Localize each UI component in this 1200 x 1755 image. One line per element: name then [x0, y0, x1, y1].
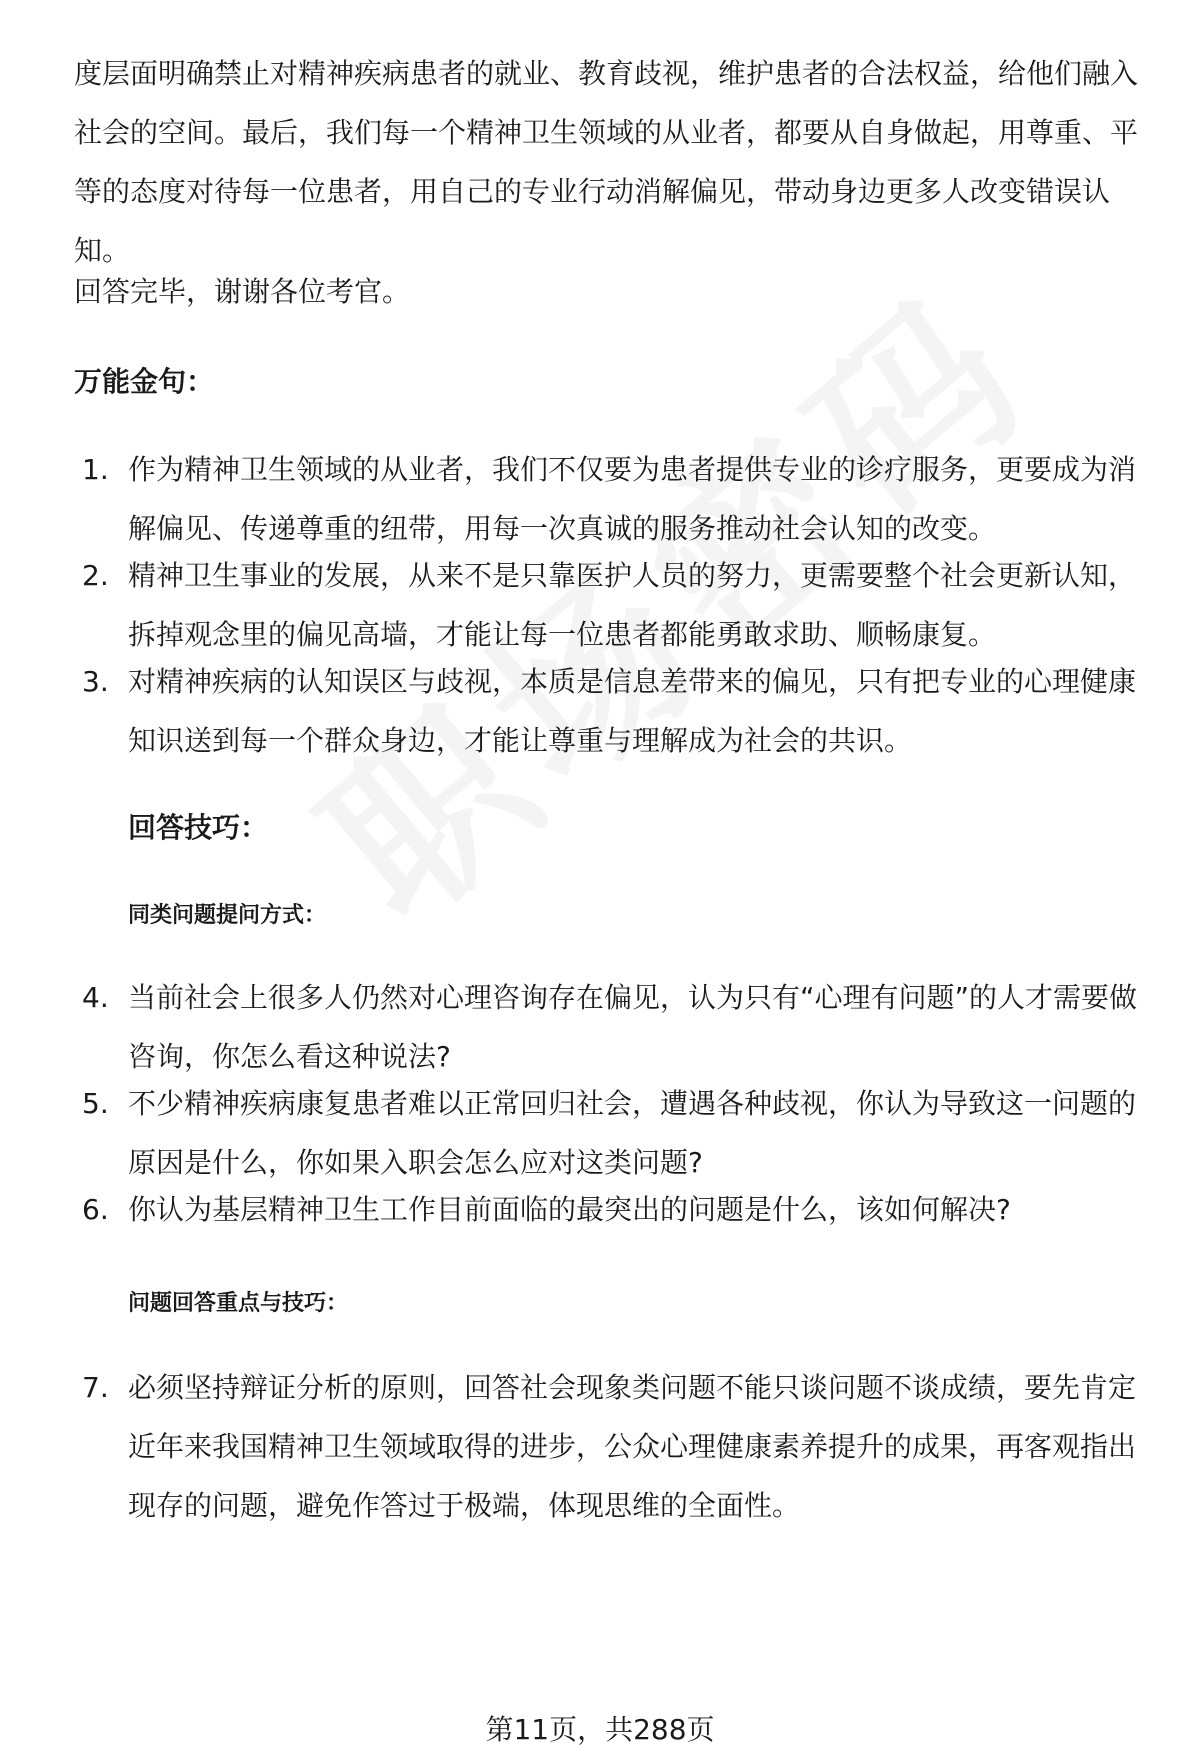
list-item-number: 1. [82, 453, 109, 486]
list-item [82, 1358, 1162, 1535]
list-item-text: 作为精神卫生领域的从业者，我们不仅要为患者提供专业的诊疗服务，更要成为消解偏见、传递尊重的纽带，用每一次真诚的服务推动社会认知的改变。 [128, 453, 1137, 545]
list-item-number: 5. [82, 1087, 109, 1120]
tips-heading: 回答技巧： [128, 811, 269, 844]
list-item-number: 2. [82, 559, 109, 592]
list-item-text: 当前社会上很多人仍然对心理咨询存在偏见，认为只有“心理有问题”的人才需要做咨询，你怎么看这种说法? [128, 981, 1138, 1073]
list-item [82, 1074, 1162, 1192]
list-item [82, 1180, 1162, 1239]
list-item [82, 652, 1162, 770]
similar-questions-heading: 同类问题提问方式： [128, 903, 327, 928]
golden-sentences-heading: 万能金句： [74, 365, 215, 398]
list-item-number: 4. [82, 981, 109, 1014]
list-item-text: 你认为基层精神卫生工作目前面临的最突出的问题是什么，该如何解决? [128, 1193, 1011, 1226]
list-item [82, 546, 1162, 664]
intro-paragraph: 度层面明确禁止对精神疾病患者的就业、教育歧视，维护患者的合法权益，给他们融入社会的空间。最后，我们每一个精神卫生领域的从业者，都要从自身做起，用尊重、平等的态度对待每一位患者，用自己的专业行动消解偏见，带动身边更多人改变错误认知。 [74, 57, 1139, 267]
closing-line: 回答完毕，谢谢各位考官。 [74, 275, 411, 308]
list-item-text: 精神卫生事业的发展，从来不是只靠医护人员的努力，更需要整个社会更新认知，拆掉观念里的偏见高墙，才能让每一位患者都能勇敢求助、顺畅康复。 [128, 559, 1137, 651]
list-item-text: 不少精神疾病康复患者难以正常回归社会，遭遇各种歧视，你认为导致这一问题的原因是什么，你如果入职会怎么应对这类问题? [128, 1087, 1137, 1179]
page-footer: 第11页，共288页 [485, 1713, 715, 1746]
list-item [82, 968, 1162, 1086]
list-item-number: 7. [82, 1371, 109, 1404]
list-item-number: 6. [82, 1193, 109, 1226]
list-item-text: 必须坚持辩证分析的原则，回答社会现象类问题不能只谈问题不谈成绩，要先肯定近年来我国精神卫生领域取得的进步，公众心理健康素养提升的成果，再客观指出现存的问题，避免作答过于极端，体现思维的全面性。 [128, 1371, 1137, 1522]
key-points-heading: 问题回答重点与技巧： [128, 1291, 349, 1316]
list-item [82, 440, 1162, 558]
list-item-number: 3. [82, 665, 109, 698]
list-item-text: 对精神疾病的认知误区与歧视，本质是信息差带来的偏见，只有把专业的心理健康知识送到每一个群众身边，才能让尊重与理解成为社会的共识。 [128, 665, 1137, 757]
